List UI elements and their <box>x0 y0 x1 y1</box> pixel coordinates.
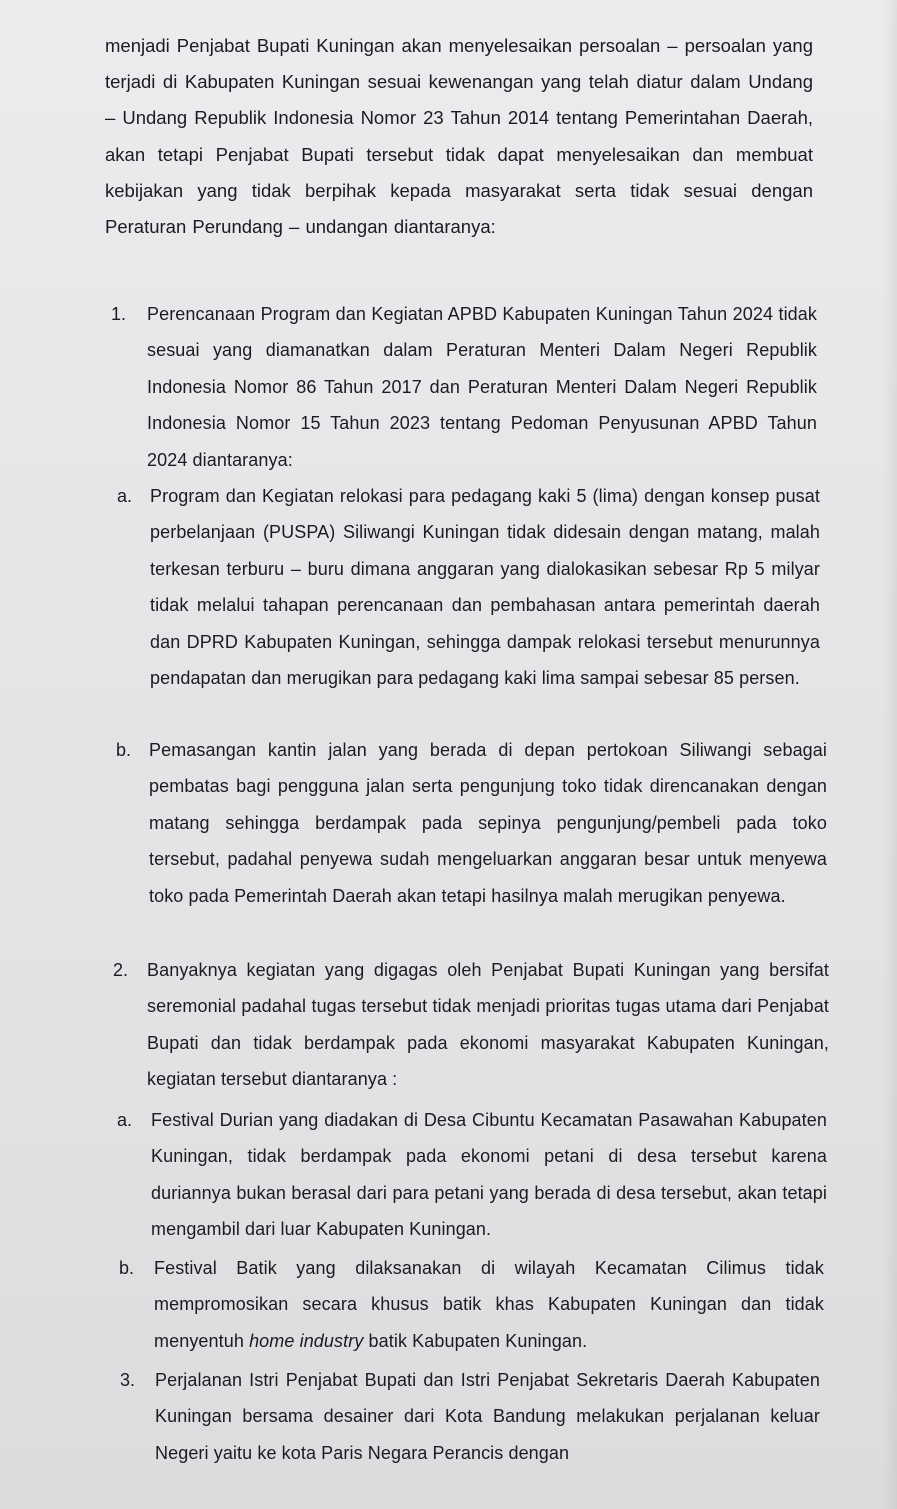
list-item-2-text: Banyaknya kegiatan yang digagas oleh Penjabat Bupati Kuningan yang bersifat seremonial padahal tugas tersebut tidak menjadi prioritas tugas utama dari Penjabat Bupati dan tidak berdampak pada ekonomi masyarakat Kabupaten Kuningan, kegiatan tersebut diantaranya : <box>147 960 829 1090</box>
list-marker-2a: a. <box>117 1110 133 1130</box>
list-item-1a-text: Program dan Kegiatan relokasi para pedagang kaki 5 (lima) dengan konsep pusat perbelanjaan (PUSPA) Siliwangi Kuningan tidak didesain dengan matang, malah terkesan terburu – buru dimana anggaran yang dialokasikan sebesar Rp 5 milyar tidak melalui tahapan perencanaan dan pembahasan antara pemerintah daerah dan DPRD Kabupaten Kuningan, sehingga dampak relokasi tersebut menurunnya pendapatan dan merugikan para pedagang kaki lima sampai sebesar 85 persen. <box>150 486 820 689</box>
list-item-3-text: Perjalanan Istri Penjabat Bupati dan Istri Penjabat Sekretaris Daerah Kabupaten Kuningan bersama desainer dari Kota Bandung melakukan perjalanan keluar Negeri yaitu ke kota Paris Negara Perancis dengan <box>155 1370 820 1463</box>
list-item-2b-text <box>154 1250 824 1359</box>
list-marker-2b: b. <box>119 1258 135 1278</box>
list-marker-1: 1. <box>111 304 127 324</box>
list-item-2b-text-start: Festival Batik yang dilaksanakan di wilayah Kecamatan Cilimus tidak mempromosikan secara khusus batik khas Kabupaten Kuningan dan tidak menyentuh <box>154 1258 824 1351</box>
list-item-1b-text: Pemasangan kantin jalan yang berada di depan pertokoan Siliwangi sebagai pembatas bagi pengguna jalan serta pengunjung toko tidak direncanakan dengan matang sehingga berdampak pada sepinya pengunjung/pembeli pada toko tersebut, padahal penyewa sudah mengeluarkan anggaran besar untuk menyewa toko pada Pemerintah Daerah akan tetapi hasilnya malah merugikan penyewa. <box>149 740 827 906</box>
list-marker-1b: b. <box>116 740 132 760</box>
page-edge-shadow <box>883 0 897 1509</box>
list-item-2b-text-end: batik Kabupaten Kuningan. <box>363 1330 588 1351</box>
list-item-1-text: Perencanaan Program dan Kegiatan APBD Kabupaten Kuningan Tahun 2024 tidak sesuai yang diamanatkan dalam Peraturan Menteri Dalam Negeri Republik Indonesia Nomor 86 Tahun 2017 dan Peraturan Menteri Dalam Negeri Republik Indonesia Nomor 15 Tahun 2023 tentang Pedoman Penyusunan APBD Tahun 2024 diantaranya: <box>147 304 817 470</box>
intro-paragraph: menjadi Penjabat Bupati Kuningan akan menyelesaikan persoalan – persoalan yang terjadi di Kabupaten Kuningan sesuai kewenangan yang telah diatur dalam Undang – Undang Republik Indonesia Nomor 23 Tahun 2014 tentang Pemerintahan Daerah, akan tetapi Penjabat Bupati tersebut tidak dapat menyelesaikan dan membuat kebijakan yang tidak berpihak kepada masyarakat serta tidak sesuai dengan Peraturan Perundang – undangan diantaranya: <box>105 35 813 238</box>
list-marker-2: 2. <box>113 960 129 980</box>
list-marker-3: 3. <box>120 1370 136 1390</box>
list-marker-1a: a. <box>117 486 133 506</box>
list-item-2b-italic-term: home industry <box>249 1330 364 1351</box>
list-item-2a-text: Festival Durian yang diadakan di Desa Cibuntu Kecamatan Pasawahan Kabupaten Kuningan, tidak berdampak pada ekonomi petani di desa tersebut karena duriannya bukan berasal dari para petani yang berada di desa tersebut, akan tetapi mengambil dari luar Kabupaten Kuningan. <box>151 1110 827 1240</box>
